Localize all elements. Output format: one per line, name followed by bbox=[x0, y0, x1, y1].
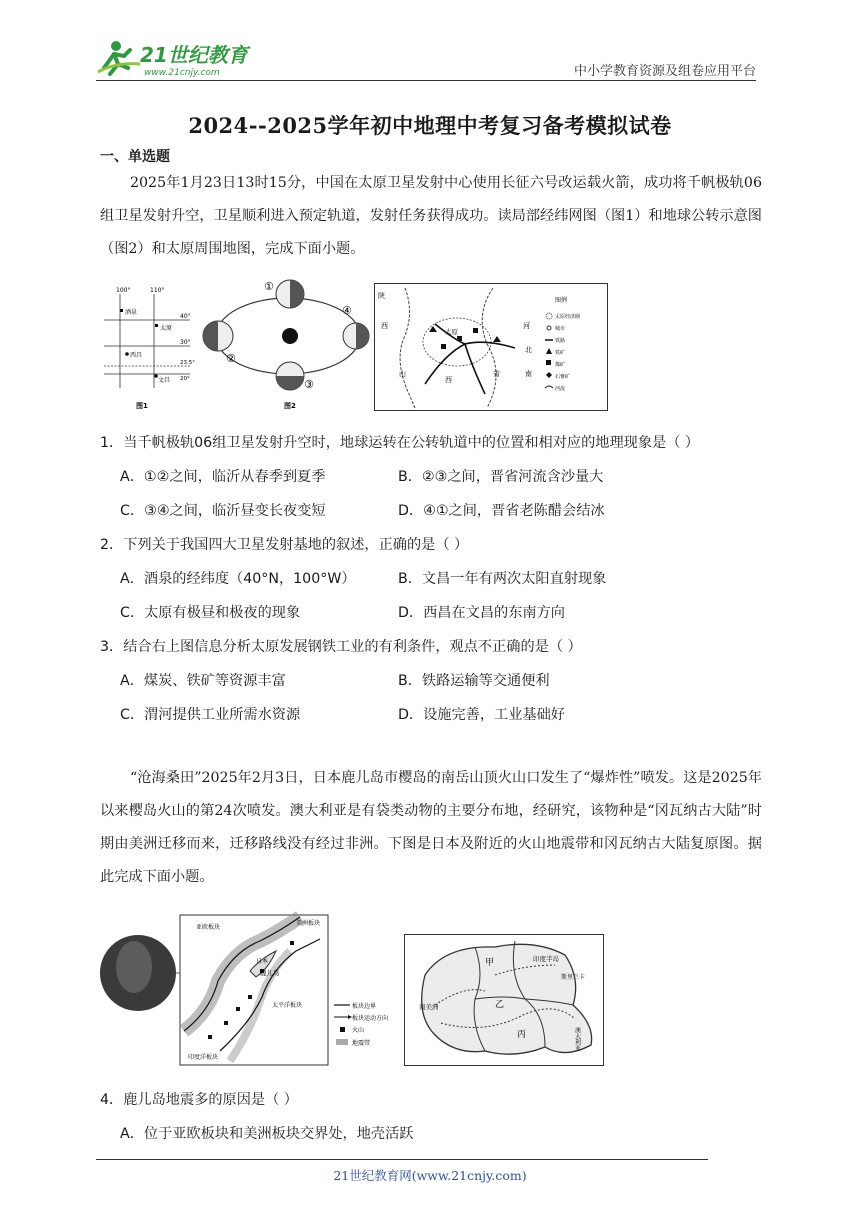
svg-text:城市: 城市 bbox=[555, 326, 566, 332]
svg-text:南: 南 bbox=[525, 370, 532, 378]
svg-text:亚欧板块: 亚欧板块 bbox=[196, 924, 221, 931]
svg-text:铁矿: 铁矿 bbox=[555, 350, 566, 356]
svg-text:③: ③ bbox=[304, 378, 314, 391]
svg-text:丙: 丙 bbox=[517, 1030, 527, 1040]
svg-text:酒泉: 酒泉 bbox=[125, 309, 138, 316]
svg-text:澳大利亚: 澳大利亚 bbox=[573, 1027, 581, 1051]
svg-text:太原: 太原 bbox=[445, 328, 458, 336]
question-1-option-a[interactable]: A．①②之间，临沂从春季到夏季 bbox=[120, 469, 326, 485]
svg-text:火山: 火山 bbox=[352, 1027, 365, 1034]
svg-text:图2: 图2 bbox=[284, 402, 296, 410]
question-3-stem: 3．结合右上图信息分析太原发展钢铁工业的有利条件，观点不正确的是（ ） bbox=[100, 639, 582, 655]
svg-text:图1: 图1 bbox=[136, 402, 148, 410]
footer-link[interactable]: 21世纪教育网(www.21cnjy.com) bbox=[333, 1168, 527, 1183]
figure-3-taiyuan-map bbox=[374, 283, 608, 411]
question-3-option-b[interactable]: B．铁路运输等交通便利 bbox=[398, 673, 550, 689]
question-4-option-a[interactable]: A．位于亚欧板块和美洲板块交界处，地壳活跃 bbox=[120, 1126, 414, 1142]
question-2-option-b[interactable]: B．文昌一年有两次太阳直射现象 bbox=[398, 571, 607, 587]
svg-text:文昌: 文昌 bbox=[158, 377, 171, 384]
svg-text:甲: 甲 bbox=[485, 958, 495, 968]
svg-text:斯里兰卡: 斯里兰卡 bbox=[561, 974, 586, 981]
logo-subtext: www.21cnjy.com bbox=[144, 68, 220, 78]
figure-2-orbit bbox=[200, 276, 370, 412]
svg-text:板块运动方向: 板块运动方向 bbox=[352, 1015, 389, 1022]
svg-text:鹿儿岛: 鹿儿岛 bbox=[260, 969, 280, 977]
svg-text:太原: 太原 bbox=[160, 325, 173, 332]
question-2-option-a[interactable]: A．酒泉的经纬度（40°N，100°W） bbox=[120, 571, 356, 587]
svg-text:河流: 河流 bbox=[555, 386, 566, 392]
question-2-option-c[interactable]: C．太原有极昼和极夜的现象 bbox=[120, 605, 301, 621]
svg-text:美洲板块: 美洲板块 bbox=[296, 920, 321, 927]
svg-text:山: 山 bbox=[399, 370, 406, 378]
question-2-option-d[interactable]: D．西昌在文昌的东南方向 bbox=[398, 605, 565, 621]
question-4-stem: 4．鹿儿岛地震多的原因是（ ） bbox=[100, 1092, 298, 1108]
question-1-stem: 1．当千帆极轨06组卫星发射升空时，地球运转在公转轨道中的位置和相对应的地理现象是（ ） bbox=[100, 435, 700, 451]
page-title: 2024--2025学年初中地理中考复习备考模拟试卷 bbox=[188, 113, 672, 138]
footer-divider bbox=[96, 1159, 708, 1160]
svg-text:西: 西 bbox=[381, 322, 388, 330]
question-3-option-c[interactable]: C．渭河提供工业所需水资源 bbox=[120, 707, 301, 723]
svg-text:图例: 图例 bbox=[555, 297, 568, 304]
svg-text:40°: 40° bbox=[180, 313, 191, 320]
svg-text:铁路: 铁路 bbox=[555, 338, 566, 344]
svg-text:省: 省 bbox=[493, 370, 500, 378]
svg-text:乙: 乙 bbox=[495, 1000, 505, 1010]
svg-text:石膏矿: 石膏矿 bbox=[555, 374, 571, 380]
svg-text:陕: 陕 bbox=[378, 292, 385, 300]
question-3-option-a[interactable]: A．煤炭、铁矿等资源丰富 bbox=[120, 673, 286, 689]
header-divider bbox=[96, 80, 756, 81]
logo-text: 21世纪教育 bbox=[140, 43, 248, 67]
svg-text:②: ② bbox=[226, 352, 236, 365]
passage-2: “沧海桑田”2025年2月3日，日本鹿儿岛市樱岛的南岳山顶火山口发生了“爆炸性”喷发。这是2025年以来樱岛火山的第24次喷发。澳大利亚是有袋类动物的主要分布地，经研究，该物种是“冈瓦纳古大陆”时期由美洲迁移而来，迁移路线没有经过非洲。下图是日本及附近的火山地震带和冈瓦纳古大陆复原图。据此完成下面小题。 bbox=[100, 770, 762, 885]
site-logo bbox=[96, 38, 266, 78]
svg-text:印度洋板块: 印度洋板块 bbox=[188, 1054, 219, 1061]
svg-text:110°: 110° bbox=[150, 287, 165, 294]
svg-text:印度半岛: 印度半岛 bbox=[533, 955, 559, 963]
svg-text:20°: 20° bbox=[180, 376, 190, 382]
question-2-stem: 2．下列关于我国四大卫星发射基地的叙述，正确的是（ ） bbox=[100, 537, 469, 553]
svg-text:23.5°: 23.5° bbox=[180, 360, 195, 366]
question-1-option-b[interactable]: B．②③之间，晋省河流含沙量大 bbox=[398, 469, 604, 485]
svg-text:太原经济圈: 太原经济圈 bbox=[555, 314, 581, 320]
svg-text:①: ① bbox=[264, 280, 274, 293]
figure-4-japan-map bbox=[100, 911, 400, 1066]
question-3-option-d[interactable]: D．设施完善，工业基础好 bbox=[398, 707, 565, 723]
figure-5-gondwana-map bbox=[404, 934, 604, 1066]
platform-label: 中小学教育资源及组卷应用平台 bbox=[573, 64, 756, 79]
svg-text:④: ④ bbox=[342, 304, 352, 317]
svg-text:河: 河 bbox=[523, 322, 530, 330]
svg-text:太平洋板块: 太平洋板块 bbox=[272, 1002, 303, 1009]
svg-text:煤矿: 煤矿 bbox=[555, 362, 566, 368]
svg-text:100°: 100° bbox=[116, 287, 131, 294]
svg-text:日本: 日本 bbox=[256, 958, 269, 965]
svg-text:地震带: 地震带 bbox=[352, 1040, 371, 1047]
svg-text:板块边界: 板块边界 bbox=[352, 1003, 377, 1010]
svg-text:南美洲: 南美洲 bbox=[419, 1003, 439, 1011]
svg-text:北: 北 bbox=[525, 346, 532, 354]
runner-icon bbox=[98, 41, 140, 74]
svg-text:西: 西 bbox=[445, 376, 452, 384]
svg-text:西昌: 西昌 bbox=[130, 352, 143, 359]
question-1-option-c[interactable]: C．③④之间，临沂昼变长夜变短 bbox=[120, 503, 326, 519]
section-heading: 一、单选题 bbox=[100, 149, 170, 165]
passage-1: 2025年1月23日13时15分，中国在太原卫星发射中心使用长征六号改运载火箭，成功将千帆极轨06组卫星发射升空，卫星顺利进入预定轨道，发射任务获得成功。读局部经纬网图（图1）和地球公转示意图（图2）和太原周围地图，完成下面小题。 bbox=[100, 175, 762, 257]
svg-text:30°: 30° bbox=[180, 339, 191, 346]
figure-1-grid bbox=[100, 284, 200, 412]
question-1-option-d[interactable]: D．④①之间，晋省老陈醋会结冰 bbox=[398, 503, 605, 519]
